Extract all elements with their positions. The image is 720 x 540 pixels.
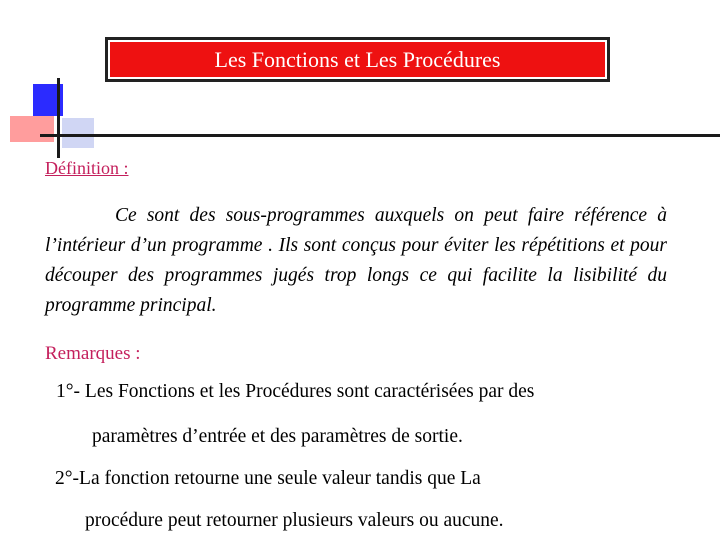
- definition-heading: Définition :: [45, 158, 129, 178]
- definition-text: Ce sont des sous-programmes auxquels on peut faire référence à l’intérieur d’un programme . Ils sont conçus pour éviter les répétitions et pour découper des programmes jugés trop longs ce qui facilite la lisibilité du programme principal.: [45, 205, 667, 316]
- decorative-light-square: [62, 118, 94, 148]
- slide-title: Les Fonctions et Les Procédures: [108, 40, 607, 79]
- remark-1-line-2: paramètres d’entrée et des paramètres de sortie.: [92, 426, 463, 447]
- definition-paragraph: [45, 201, 667, 321]
- remarks-heading: Remarques :: [45, 343, 141, 364]
- remark-2-line-1: 2°-La fonction retourne une seule valeur tandis que La: [55, 468, 481, 489]
- decorative-pink-square: [10, 116, 54, 142]
- decorative-vertical-line: [57, 78, 60, 158]
- decorative-horizontal-rule: [40, 134, 720, 137]
- remark-2-line-2: procédure peut retourner plusieurs valeurs ou aucune.: [85, 510, 504, 531]
- remark-1-line-1: 1°- Les Fonctions et les Procédures sont caractérisées par des: [56, 381, 535, 402]
- title-box: [105, 37, 610, 82]
